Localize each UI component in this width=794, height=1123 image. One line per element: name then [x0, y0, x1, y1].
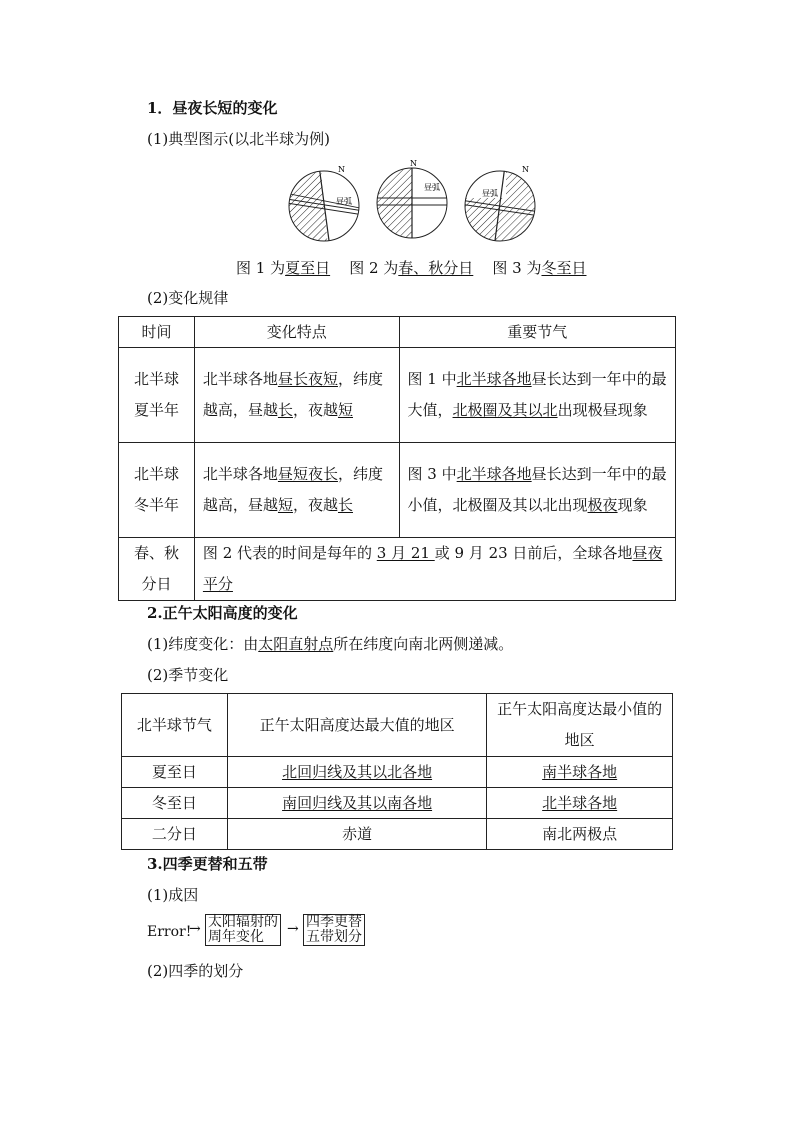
caption-fig3-prefix: 图 3 为 [492, 259, 542, 277]
term-cell: 图 3 中北半球各地昼长达到一年中的最小值，北极圈及其以北出现极夜现象 [399, 443, 675, 538]
north-label: N [338, 165, 345, 174]
table-header-row [119, 317, 676, 348]
time-cell: 北半球冬半年 [119, 443, 195, 538]
daylength-table [118, 316, 676, 601]
min-cell: 南北两极点 [487, 819, 673, 850]
max-cell: 南回归线及其以南各地 [227, 788, 486, 819]
table-row [122, 757, 673, 788]
caption-fig2-prefix: 图 2 为 [349, 259, 399, 277]
table-row [122, 788, 673, 819]
caption-fig1-answer: 夏至日 [285, 259, 331, 277]
header-min: 正午太阳高度达最小值的地区 [487, 694, 673, 757]
term-cell: 夏至日 [122, 757, 228, 788]
flow-box-result: 四季更替 五带划分 [303, 914, 365, 946]
figures-caption [236, 257, 586, 278]
header-feature: 变化特点 [194, 317, 399, 348]
header-term: 重要节气 [399, 317, 675, 348]
header-time: 时间 [119, 317, 195, 348]
table-row [119, 443, 676, 538]
section2-sub2: (2)季节变化 [147, 666, 229, 684]
section2-sub1: (1)纬度变化：由太阳直射点所在纬度向南北两侧递减。 [147, 635, 514, 653]
arrow-icon: → [189, 921, 201, 937]
section1-sub1: (1)典型图示(以北半球为例) [147, 130, 330, 148]
min-cell: 北半球各地 [487, 788, 673, 819]
flow-start: Error! [147, 924, 192, 940]
north-label: N [410, 159, 417, 168]
arc-label: 昼弧 [424, 183, 440, 192]
section1-sub2: (2)变化规律 [147, 289, 229, 307]
term-cell: 二分日 [122, 819, 228, 850]
feature-cell: 北半球各地昼长夜短，纬度越高，昼越长，夜越短 [194, 348, 399, 443]
noon-sun-table [121, 693, 673, 850]
equinox-desc-cell: 图 2 代表的时间是每年的 3 月 21 或 9 月 23 日前后，全球各地昼夜平分 [194, 538, 675, 601]
section3-sub2: (2)四季的划分 [147, 962, 244, 980]
min-cell: 南半球各地 [487, 757, 673, 788]
term-cell: 冬至日 [122, 788, 228, 819]
section3-title: 3.四季更替和五带 [147, 855, 268, 873]
section2-title: 2.正午太阳高度的变化 [147, 604, 298, 622]
table-row [122, 819, 673, 850]
figure-3 [460, 158, 540, 248]
caption-fig3-answer: 冬至日 [541, 259, 587, 277]
max-cell: 赤道 [227, 819, 486, 850]
section1-title: 1．昼夜长短的变化 [147, 99, 278, 117]
daylight-figures [280, 158, 560, 248]
arc-label: 昼弧 [336, 197, 352, 206]
table-header-row [122, 694, 673, 757]
section3-sub1: (1)成因 [147, 886, 199, 904]
table-row [119, 538, 676, 601]
time-cell: 北半球夏半年 [119, 348, 195, 443]
table-row [119, 348, 676, 443]
caption-fig1-prefix: 图 1 为 [236, 259, 286, 277]
header-max: 正午太阳高度达最大值的地区 [227, 694, 486, 757]
north-label: N [522, 165, 529, 174]
header-term: 北半球节气 [122, 694, 228, 757]
feature-cell: 北半球各地昼短夜长，纬度越高，昼越短，夜越长 [194, 443, 399, 538]
term-cell: 图 1 中北半球各地昼长达到一年中的最大值，北极圈及其以北出现极昼现象 [399, 348, 675, 443]
arc-label: 昼弧 [482, 189, 498, 198]
flow-box-cause: 太阳辐射的 周年变化 [205, 914, 281, 946]
figure-2 [370, 158, 460, 248]
arrow-icon: → [287, 921, 299, 937]
figure-1 [280, 158, 370, 248]
max-cell: 北回归线及其以北各地 [227, 757, 486, 788]
time-cell: 春、秋分日 [119, 538, 195, 601]
caption-fig2-answer: 春、秋分日 [398, 259, 474, 277]
